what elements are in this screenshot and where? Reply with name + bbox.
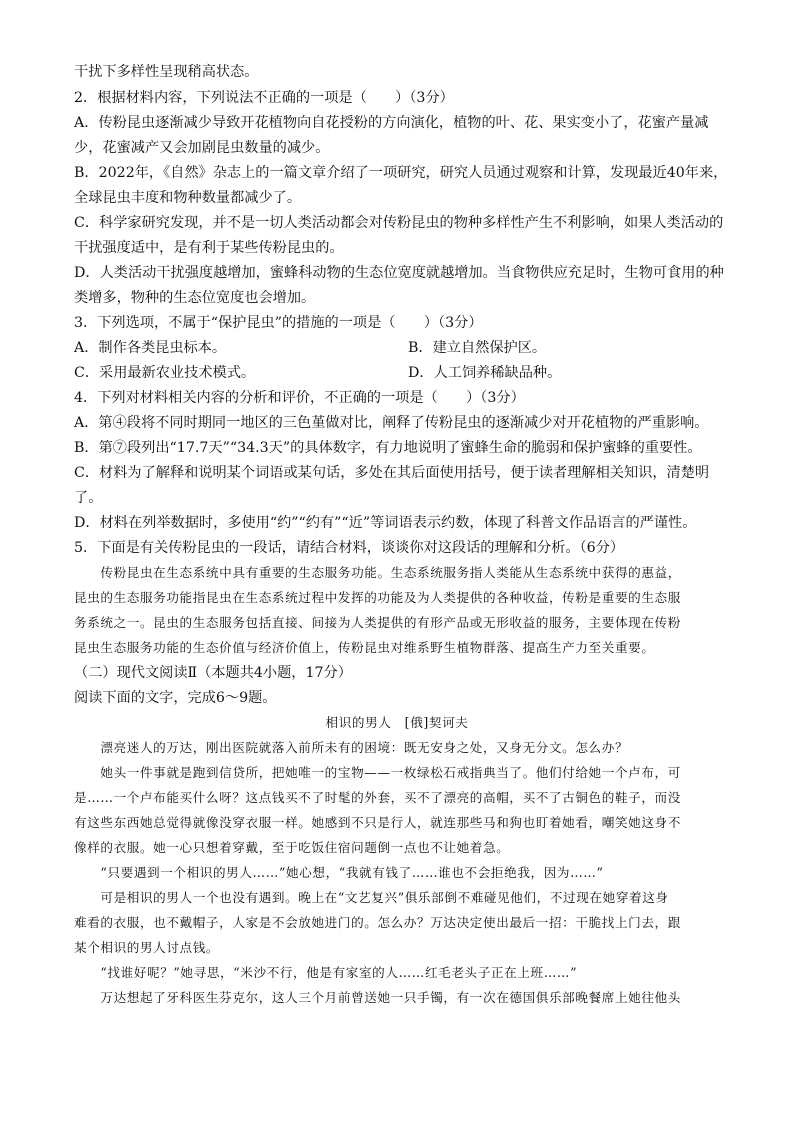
text-line: 类增多，物种的生态位宽度也会增加。 (74, 290, 316, 306)
quote-line: 昆虫生态服务功能的生态价值与经济价值上，传粉昆虫对维系野生植物群落、提高生产力至关重要。 (74, 640, 655, 655)
story-line: 可是相识的男人一个也没有遇到。晚上在“文艺复兴”俱乐部倒不难碰见他们，不过现在她穿着这身 (74, 890, 669, 905)
q2-option-a: A．传粉昆虫逐渐减少导致开花植物向自花授粉的方向演化，植物的叶、花、果实变小了，花蜜产量减 (74, 115, 709, 131)
text-line: 干扰强度适中，是有利于某些传粉昆虫的。 (74, 240, 344, 256)
question-2: 2．根据材料内容，下列说法不正确的一项是（ ）（3分） (74, 90, 454, 106)
question-3: 3．下列选项，不属于“保护昆虫”的措施的一项是（ ）（3分） (74, 315, 483, 331)
quote-line: 务系统之一。昆虫的生态服务包括直接、间接为人类提供的有形产品或无形收益的服务，主要体现在传粉 (74, 615, 681, 630)
story-line: “只要遇到一个相识的男人……”她心想，“我就有钱了……谁也不会拒绝我，因为……” (74, 865, 604, 880)
quote-line: 传粉昆虫在生态系统中具有重要的生态服务功能。生态系统服务指人类能从生态系统中获得的惠益， (74, 565, 681, 580)
q4-option-b: B．第⑦段列出“17.7天”“34.3天”的具体数字，有力地说明了蜜蜂生命的脆弱和保护蜜蜂的重要性。 (74, 440, 702, 456)
story-line: 某个相识的男人讨点钱。 (74, 940, 220, 955)
q4-option-d: D．材料在列举数据时，多使用“约”“约有”“近”等词语表示约数，体现了科普文作品语言的严谨性。 (74, 515, 697, 531)
q4-option-a: A．第④段将不同时期同一地区的三色堇做对比，阐释了传粉昆虫的逐渐减少对开花植物的严重影响。 (74, 415, 709, 431)
text-line: 了。 (74, 490, 103, 506)
question-4: 4．下列对材料相关内容的分析和评价，不正确的一项是（ ）（3分） (74, 390, 525, 406)
story-line: 像样的衣服。她一心只想着穿戴，至于吃饭住宿问题倒一点也不让她着急。 (74, 840, 510, 855)
story-line: 难看的衣服，也不戴帽子，人家是不会放她进门的。怎么办？万达决定使出最后一招：干脆找上门去，跟 (74, 915, 681, 930)
q2-option-b: B．2022年，《自然》杂志上的一篇文章介绍了一项研究，研究人员通过观察和计算，发现最近40年来， (74, 165, 728, 181)
q3-option-c: C．采用最新农业技术模式。 (74, 365, 256, 381)
quote-line: 昆虫的生态服务功能指昆虫在生态系统过程中发挥的功能及为人类提供的各种收益，传粉是重要的生态服 (74, 590, 681, 605)
story-line: 有这些东西她总觉得就像没穿衣服一样。她感到不只是行人，就连那些马和狗也盯着她看，嘲笑她这身不 (74, 815, 681, 830)
q3-option-b: B．建立自然保护区。 (408, 340, 547, 356)
story-line: 万达想起了牙科医生芬克尔，这人三个月前曾送她一只手镯，有一次在德国俱乐部晚餐席上她往他头 (74, 990, 681, 1005)
story-title: 相识的男人 [俄]契诃夫 (325, 715, 469, 730)
question-5: 5．下面是有关传粉昆虫的一段话，请结合材料，谈谈你对这段话的理解和分析。（6分） (74, 540, 625, 556)
text-line: 干扰下多样性呈现稍高状态。 (74, 64, 259, 80)
story-line: “找谁好呢？”她寻思，“米沙不行，他是有家室的人……红毛老头子正在上班……” (74, 965, 578, 980)
story-line: 是……一个卢布能买什么呀？这点钱买不了时髦的外套，买不了漂亮的高帽，买不了古铜色的鞋子，而没 (74, 790, 681, 805)
q4-option-c: C．材料为了解释和说明某个词语或某句话，多处在其后面使用括号，便于读者理解相关知识，清楚明 (74, 465, 710, 481)
section-heading: （二）现代文阅读Ⅱ（本题共4小题，17分） (74, 665, 352, 681)
story-line: 她头一件事就是跑到信贷所，把她唯一的宝物——一枚绿松石戒指典当了。他们付给她一个卢布，可 (74, 765, 681, 780)
q2-option-d: D．人类活动干扰强度越增加，蜜蜂科动物的生态位宽度就越增加。当食物供应充足时，生物可食用的种 (74, 265, 724, 281)
text-line: 少，花蜜减产又会加剧昆虫数量的减少。 (74, 140, 330, 156)
q3-option-d: D．人工饲养稀缺品种。 (408, 365, 562, 381)
reading-instruction: 阅读下面的文字，完成6～9题。 (74, 690, 277, 706)
q2-option-c: C．科学家研究发现，并不是一切人类活动都会对传粉昆虫的物种多样性产生不利影响，如果人类活动的 (74, 215, 724, 231)
text-line: 全球昆虫丰度和物种数量都减少了。 (74, 190, 302, 206)
q3-option-a: A．制作各类昆虫标本。 (74, 340, 227, 356)
story-line: 漂亮迷人的万达，刚出医院就落入前所未有的困境：既无安身之处，又身无分文。怎么办？ (74, 740, 629, 755)
